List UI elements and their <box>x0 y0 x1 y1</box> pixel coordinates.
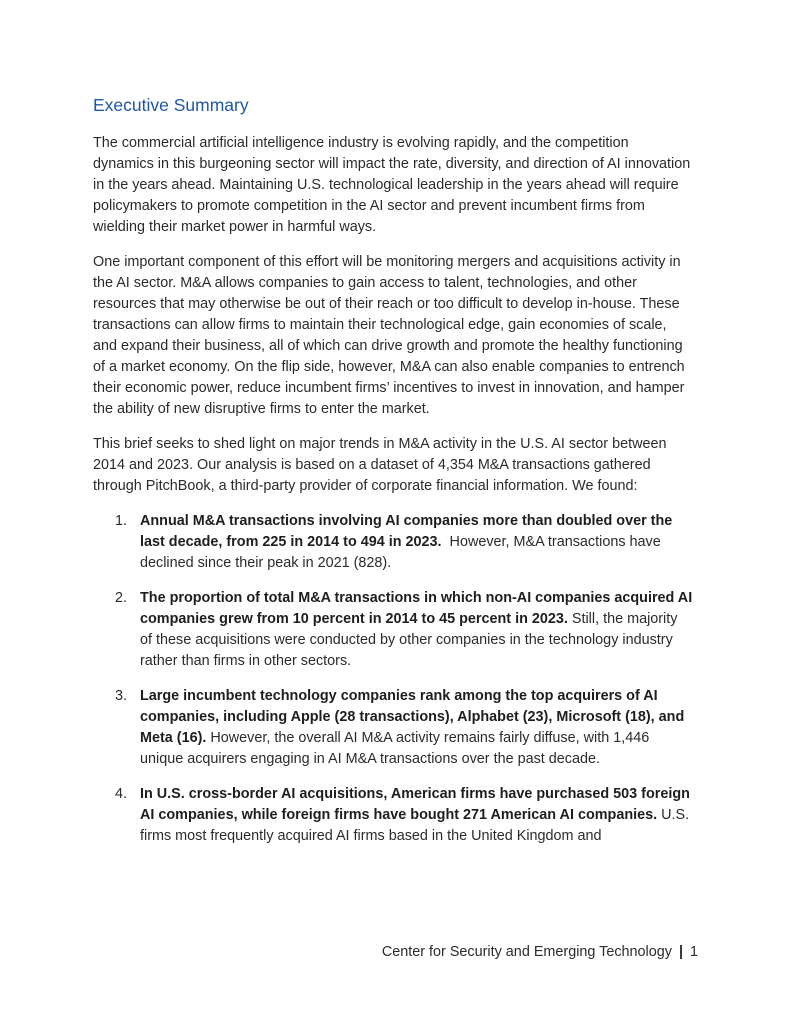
page-footer <box>382 942 698 962</box>
finding-bold-text: Large incumbent technology companies rank among the top acquirers of AI companies, including Apple (28 transactions), Alphabet (23), Microsoft (18), and Meta (16). <box>140 688 685 746</box>
section-heading: Executive Summary <box>93 95 249 115</box>
finding-item <box>93 784 693 847</box>
finding-text: However, the overall AI M&A activity remains fairly diffuse, with 1,446 unique acquirers engaging in AI M&A transactions over the past decade. <box>140 730 650 767</box>
finding-number: 1. <box>115 513 128 529</box>
footer-organization: Center for Security and Emerging Technology <box>381 944 672 960</box>
paragraph-intro: The commercial artificial intelligence industry is evolving rapidly, and the competition dynamics in this burgeoning sector will impact the rate, diversity, and direction of AI innovation in the years ahead. Maintaining U.S. technological leadership in the years ahead will require policymakers to promote competition in the AI sector and prevent incumbent firms from wielding their market power in harmful ways. <box>93 135 691 235</box>
paragraph-mergers: One important component of this effort will be monitoring mergers and acquisitions activity in the AI sector. M&A allows companies to gain access to talent, technologies, and other resources that may otherwise be out of their reach or too difficult to develop in-house. These transactions can allow firms to maintain their technological edge, gain economies of scale, and expand their business, all of which can drive growth and promote the healthy functioning of a market economy. On the flip side, however, M&A can also enable companies to entrench their economic power, reduce incumbent firms’ incentives to invest in innovation, and hamper the ability of new disruptive firms to enter the market. <box>93 254 685 417</box>
finding-item <box>93 588 693 672</box>
findings-list <box>93 511 693 847</box>
finding-text: Still, the majority of these acquisitions were conducted by other companies in the technology industry rather than firms in other sectors. <box>140 611 678 669</box>
page-body <box>93 94 693 861</box>
finding-item <box>93 511 693 574</box>
finding-bold-text: The proportion of total M&A transactions in which non-AI companies acquired AI companies grew from 10 percent in 2014 to 45 percent in 2023. <box>140 590 693 627</box>
finding-text: U.S. firms most frequently acquired AI firms based in the United Kingdom and <box>140 807 690 844</box>
finding-number: 4. <box>115 786 128 802</box>
finding-bold-text: In U.S. cross-border AI acquisitions, American firms have purchased 503 foreign AI companies, while foreign firms have bought 271 American AI companies. <box>140 786 690 823</box>
footer-separator: | <box>678 944 683 960</box>
finding-number: 2. <box>115 590 128 606</box>
finding-item <box>93 686 693 770</box>
finding-text: However, M&A transactions have declined since their peak in 2021 (828). <box>140 534 665 571</box>
finding-bold-text: Annual M&A transactions involving AI companies more than doubled over the last decade, from 225 in 2014 to 494 in 2023. <box>140 513 673 550</box>
finding-number: 3. <box>115 688 128 704</box>
paragraph-brief: This brief seeks to shed light on major trends in M&A activity in the U.S. AI sector between 2014 and 2023. Our analysis is based on a dataset of 4,354 M&A transactions gathered through PitchBook, a third-party provider of corporate financial information. We found: <box>93 436 667 494</box>
footer-page-number: 1 <box>689 944 698 960</box>
